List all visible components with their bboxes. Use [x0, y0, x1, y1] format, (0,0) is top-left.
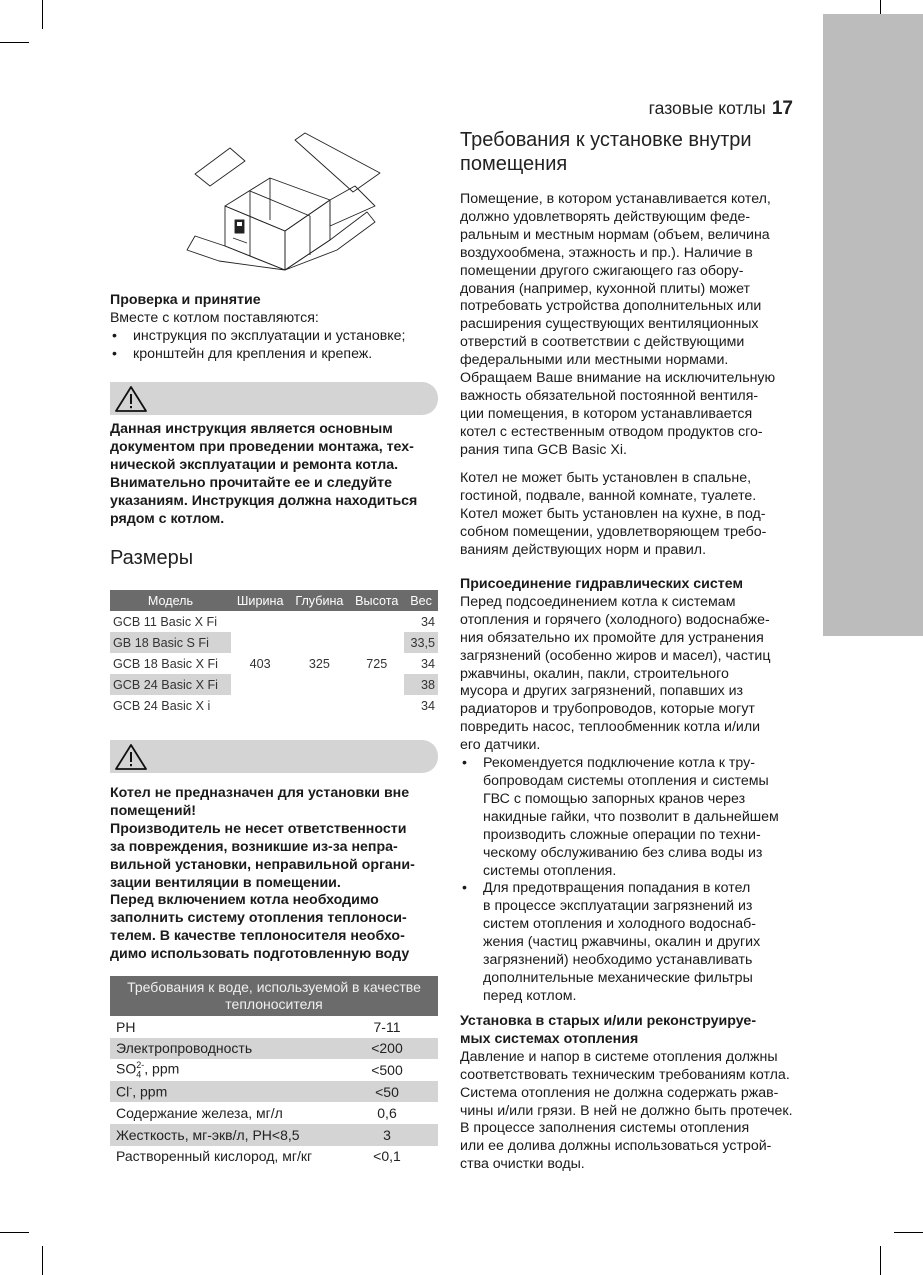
so4-sup: 2-	[136, 1060, 145, 1071]
text-line: Котел не может быть установлен в спальне,	[460, 470, 752, 486]
warning-line: нической эксплуатации и ремонта котла.	[110, 456, 399, 473]
text-line: дования (например, кухонной плиты) может	[460, 280, 751, 297]
text-line: воздухообмена, этажность и пр.). Наличие в	[460, 244, 753, 261]
weight-cell: 38	[404, 674, 438, 695]
cl-label: Cl	[116, 1083, 130, 1100]
bullet-line: накидные гайки, что позволит в дальнейшем	[483, 808, 779, 825]
text-line: ваниям действующих норм и правил.	[460, 541, 707, 558]
text-line: должно удовлетворять действующим феде-	[460, 208, 751, 225]
bullet-line: • Для предотвращения попадания в котел	[483, 880, 751, 897]
warning-line: заполнить систему отопления теплоноси-	[110, 910, 407, 927]
value-cell: 7-11	[373, 1018, 401, 1035]
bullet-line: системы отопления.	[483, 862, 617, 879]
value-cell: 0,6	[377, 1105, 397, 1122]
so4-sub: 4	[136, 1069, 142, 1080]
text-line: собном помещении, удовлетворяющем требо-	[460, 523, 767, 540]
warning-text-1	[110, 421, 445, 528]
old-systems-title: мых системах отопления	[460, 1030, 639, 1047]
column-header: Ширина	[231, 590, 289, 611]
param-cell: Жесткость, мг-экв/л, PH<8,5	[110, 1124, 336, 1146]
warning-bar	[110, 382, 438, 415]
list-item: • кронштейн для крепления и крепеж.	[110, 346, 440, 364]
value-cell: <50	[336, 1081, 438, 1103]
check-title: Проверка и принятие	[110, 292, 261, 308]
right-title	[460, 128, 800, 176]
warning-line: Данная инструкция является основным	[110, 421, 393, 437]
bullet-line: бопроводам системы отопления и системы	[483, 772, 769, 789]
text-line: повредить насос, теплообменник котла и/или	[460, 719, 761, 736]
water-requirements-table	[110, 976, 438, 1167]
bullet-line: дополнительные механические фильтры	[483, 969, 753, 986]
param-cell: PH	[116, 1018, 136, 1035]
header-line: теплоносителя	[225, 996, 323, 1012]
table-row	[110, 1059, 438, 1081]
warning-icon	[114, 385, 148, 413]
column-header: Высота	[349, 590, 404, 611]
text-line: радиаторов и трубопроводов, которые могут	[460, 701, 755, 718]
header-section: газовые котлы	[648, 98, 766, 118]
crop-mark	[0, 1232, 29, 1233]
hydraulic-section	[460, 576, 800, 1006]
page-header	[560, 98, 793, 120]
text-line: важность обязательной постоянной вентиля-	[460, 387, 759, 404]
model-cell: GCB 11 Basic X Fi	[113, 614, 218, 629]
warning-line: Производитель не несет ответственности	[110, 820, 407, 837]
text-line: его датчики.	[460, 737, 541, 754]
bullet-line: в процессе эксплуатации загрязнений из	[483, 898, 753, 915]
table-header-row	[110, 590, 438, 611]
warning-line: документом при проведении монтажа, тех-	[110, 438, 414, 455]
model-cell: GB 18 Basic S Fi	[110, 632, 231, 653]
text-line: отопления и горячего (холодного) водоснабже-	[460, 611, 770, 628]
table-row	[110, 1016, 438, 1038]
text-line: рания типа GCB Basic Xi.	[460, 441, 627, 458]
warning-line: вильной установки, неправильной органи-	[110, 856, 415, 873]
crop-mark	[880, 1246, 881, 1275]
text-line: Помещение, в котором устанавливается котел,	[460, 191, 771, 207]
text-line: потребовать устройства дополнительных или	[460, 298, 762, 315]
table-header-row	[110, 976, 438, 1016]
bullet-line: жения (частиц ржавчины, окалин и других	[483, 934, 761, 951]
text-line: ральным и местным нормам (объем, величина	[460, 226, 770, 243]
param-cell	[110, 1059, 336, 1081]
header-line: Требования к воде, используемой в качестве	[127, 979, 421, 995]
text-line: соответствовать техническим требованиям котла.	[460, 1066, 790, 1083]
warning-line: Перед включением котла необходимо	[110, 892, 379, 909]
list-item: • инструкция по эксплуатации и установке;	[110, 328, 440, 346]
text-line: Перед подсоединением котла к системам	[460, 593, 736, 610]
weight-cell: 34	[420, 656, 435, 671]
text-line: Котел может быть установлен на кухне, в под-	[460, 505, 766, 522]
table-row	[110, 1102, 438, 1124]
so4-unit: , ppm	[144, 1060, 180, 1077]
model-cell: GCB 18 Basic X Fi	[113, 656, 218, 671]
table-row	[110, 1081, 438, 1103]
bullet-line: • Рекомендуется подключение котла к тру-	[483, 755, 755, 772]
text-line: В процессе заполнения системы отопления	[460, 1120, 750, 1137]
title-line: помещения	[460, 153, 568, 175]
water-table-header	[110, 976, 438, 1016]
text-line: федеральными или местными нормами.	[460, 352, 729, 369]
text-line: ржавчины, окалин, пакли, строительного	[460, 665, 729, 682]
depth-cell: 325	[308, 656, 330, 671]
text-line: ции помещения, в котором устанавливается	[460, 405, 753, 422]
height-cell: 725	[366, 656, 388, 671]
boiler-box-illustration	[175, 128, 395, 276]
crop-mark	[42, 1246, 43, 1275]
crop-mark	[42, 0, 43, 29]
text-line: или ее долива должны использоваться устрой-	[460, 1138, 772, 1155]
text-line: мусора и других загрязнений, попавших из	[460, 683, 744, 700]
bullet-line: ческому обслуживанию без слива воды из	[483, 844, 763, 861]
param-cell: Содержание железа, мг/л	[116, 1105, 283, 1122]
warning-line: Котел не предназначен для установки вне	[110, 785, 410, 801]
text-line: ства очистки воды.	[460, 1156, 585, 1173]
dimensions-title: Размеры	[110, 547, 194, 569]
value-cell: <500	[371, 1061, 403, 1078]
dimensions-table	[110, 590, 438, 716]
check-intro: Вместе с котлом поставляются:	[110, 309, 319, 326]
value-cell: <200	[336, 1038, 438, 1060]
text-line: котел с естественным отводом продуктов сго-	[460, 423, 763, 440]
crop-mark	[894, 1232, 923, 1233]
text-line: загрязнений (особенно жиров и масел), частиц	[460, 647, 771, 664]
model-cell: GCB 24 Basic X Fi	[110, 674, 231, 695]
warning-text-2	[110, 785, 445, 964]
model-cell: GCB 24 Basic X i	[113, 698, 211, 713]
table-row	[110, 1038, 438, 1060]
old-systems-title: Установка в старых и/или реконструируе-	[460, 1013, 757, 1029]
bullet-line: производить сложные операции по техни-	[483, 826, 761, 843]
table-row	[110, 1146, 438, 1168]
room-restrictions-paragraph	[460, 470, 800, 560]
column-header: Глубина	[289, 590, 349, 611]
warning-line: за повреждения, возникшие из-за непра-	[110, 838, 398, 855]
text-line: Обращаем Ваше внимание на исключительную	[460, 370, 776, 387]
text-line: отверстий в соответствии с действующими	[460, 334, 745, 351]
warning-line: Внимательно прочитайте ее и следуйте	[110, 474, 392, 491]
title-line: Требования к установке внутри	[460, 129, 752, 151]
list-item	[460, 880, 800, 1005]
value-cell: <0,1	[373, 1148, 401, 1165]
weight-cell: 33,5	[404, 632, 438, 653]
list-item	[460, 755, 800, 880]
cl-sup: -	[129, 1083, 133, 1094]
text-line: гостиной, подвале, ванной комнате, туалете.	[460, 487, 757, 504]
warning-line: телем. В качестве теплоносителя необхо-	[110, 928, 405, 945]
warning-line: зации вентиляции в помещении.	[110, 874, 341, 891]
warning-line: помещений!	[110, 802, 197, 819]
table-row	[110, 1124, 438, 1146]
bullet-line: перед котлом.	[483, 987, 577, 1004]
value-cell: 3	[336, 1124, 438, 1146]
warning-icon	[114, 743, 148, 771]
warning-line: рядом с котлом.	[110, 510, 225, 527]
bullet-line: загрязнений) необходимо устанавливать	[483, 952, 753, 969]
param-cell: Электропроводность	[110, 1038, 336, 1060]
old-systems-section	[460, 1013, 800, 1174]
side-tab	[823, 14, 923, 636]
crop-mark	[0, 42, 29, 43]
text-line: Система отопления не должна содержать ржав-	[460, 1084, 779, 1101]
text-line: помещении другого сжигающего газ обору-	[460, 262, 744, 279]
column-header: Модель	[110, 590, 231, 611]
weight-cell: 34	[420, 698, 435, 713]
column-header: Вес	[404, 590, 438, 611]
hydraulic-title: Присоединение гидравлических систем	[460, 576, 743, 592]
so4-label: SO	[116, 1060, 137, 1077]
text-line: чины и/или грязи. В ней не должно быть протечек.	[460, 1102, 793, 1119]
warning-line: димо использовать подготовленную воду	[110, 946, 410, 963]
bullet-line: систем отопления и холодного водоснаб-	[483, 916, 756, 933]
check-section	[110, 292, 440, 364]
warning-bar	[110, 740, 438, 773]
weight-cell: 34	[420, 614, 435, 629]
warning-line: указаниям. Инструкция должна находиться	[110, 492, 418, 509]
param-cell	[110, 1081, 336, 1103]
width-cell: 403	[249, 656, 271, 671]
param-cell: Растворенный кислород, мг/кг	[116, 1148, 313, 1165]
text-line: расширения существующих вентиляционных	[460, 316, 759, 333]
page-number: 17	[771, 98, 793, 119]
room-requirements-paragraph	[460, 191, 800, 460]
text-line: ния обязательно их промойте для устранения	[460, 629, 764, 646]
cl-unit: , ppm	[132, 1083, 168, 1100]
text-line: Давление и напор в системе отопления должны	[460, 1048, 778, 1065]
table-row	[110, 611, 438, 632]
bullet-line: ГВС с помощью запорных кранов через	[483, 790, 746, 807]
